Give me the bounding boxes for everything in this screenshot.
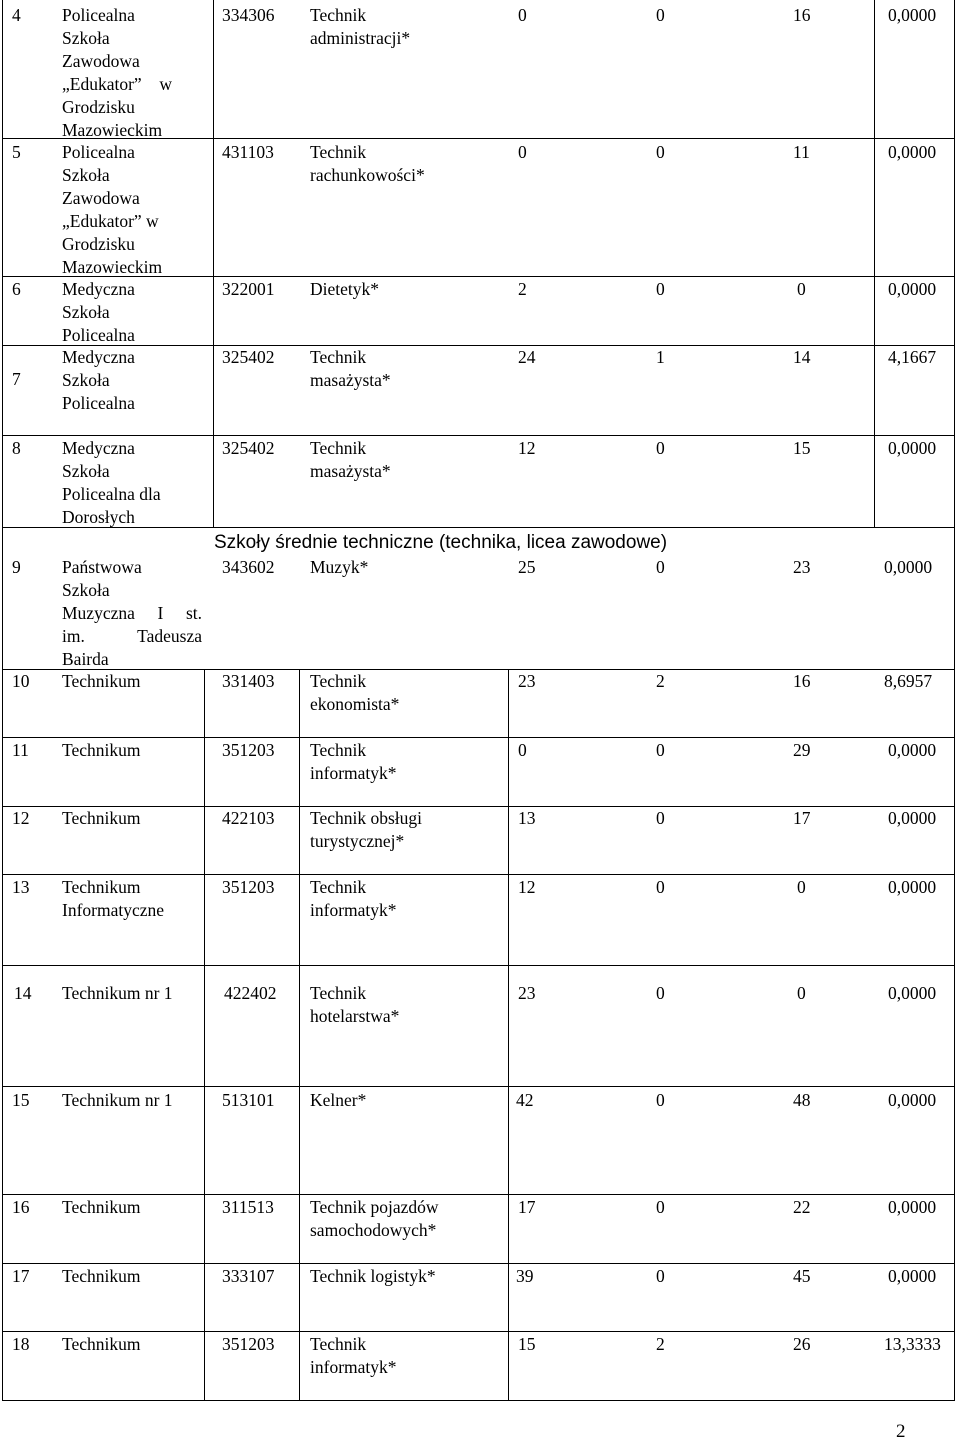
value-1: 42 (516, 1090, 534, 1110)
value-2: 2 (656, 671, 665, 691)
row-divider (2, 1263, 955, 1264)
table-border (2, 0, 3, 1401)
value-2: 2 (656, 1334, 665, 1354)
profession-name: Technik pojazdów samochodowych* (310, 1197, 439, 1240)
value-3: 16 (793, 671, 811, 691)
row-number: 7 (12, 369, 21, 389)
ratio-value: 0,0000 (888, 5, 937, 25)
ratio-value: 0,0000 (888, 279, 937, 299)
column-divider (508, 669, 509, 1401)
row-divider (2, 737, 955, 738)
row-divider (2, 1194, 955, 1195)
row-number: 4 (12, 5, 21, 25)
profession-name: Technik informatyk* (310, 740, 397, 783)
value-2: 0 (656, 142, 665, 162)
profession-name: Technik ekonomista* (310, 671, 400, 714)
school-name: Policealna Szkoła Zawodowa „Edukator” w Grodzisku Mazowieckim (62, 142, 163, 277)
profession-code: 351203 (222, 877, 275, 897)
column-divider (204, 669, 205, 1401)
school-name: Medyczna Szkoła Policealna (62, 347, 135, 413)
value-2: 1 (656, 347, 665, 367)
column-divider (213, 0, 214, 527)
value-2: 0 (656, 557, 665, 577)
profession-code: 322001 (222, 279, 275, 299)
value-2: 0 (656, 5, 665, 25)
value-2: 0 (656, 1197, 665, 1217)
value-2: 0 (656, 740, 665, 760)
profession-name: Technik informatyk* (310, 877, 397, 920)
ratio-value: 13,3333 (884, 1334, 941, 1354)
profession-name: Technik logistyk* (310, 1266, 436, 1286)
value-3: 29 (793, 740, 811, 760)
value-3: 22 (793, 1197, 811, 1217)
value-1: 0 (518, 5, 527, 25)
profession-name: Technik administracji* (310, 5, 411, 48)
ratio-value: 8,6957 (884, 671, 933, 691)
row-number: 15 (12, 1090, 30, 1110)
row-divider (2, 874, 955, 875)
row-divider (2, 345, 955, 346)
value-2: 0 (656, 438, 665, 458)
row-divider (2, 1400, 955, 1401)
value-1: 0 (518, 740, 527, 760)
row-number: 18 (12, 1334, 30, 1354)
section-heading: Szkoły średnie techniczne (technika, licea zawodowe) (214, 532, 668, 553)
value-3: 48 (793, 1090, 811, 1110)
value-1: 12 (518, 877, 536, 897)
value-1: 13 (518, 808, 536, 828)
value-3: 14 (793, 347, 811, 367)
profession-code: 422103 (222, 808, 275, 828)
value-2: 0 (656, 877, 665, 897)
value-2: 0 (656, 808, 665, 828)
row-number: 13 (12, 877, 30, 897)
profession-name: Technik masażysta* (310, 347, 391, 390)
value-1: 15 (518, 1334, 536, 1354)
ratio-value: 4,1667 (888, 347, 937, 367)
school-name: Technikum (62, 1266, 141, 1286)
value-3: 23 (793, 557, 811, 577)
profession-name: Technik masażysta* (310, 438, 391, 481)
value-1: 17 (518, 1197, 536, 1217)
profession-code: 343602 (222, 557, 275, 577)
value-3: 0 (797, 983, 806, 1003)
ratio-value: 0,0000 (888, 983, 937, 1003)
row-divider (2, 1331, 955, 1332)
profession-name: Muzyk* (310, 557, 369, 577)
school-name: Technikum (62, 1197, 141, 1217)
profession-code: 334306 (222, 5, 275, 25)
value-2: 0 (656, 279, 665, 299)
value-1: 25 (518, 557, 536, 577)
page-number: 2 (896, 1421, 906, 1442)
row-divider (2, 806, 955, 807)
row-number: 17 (12, 1266, 30, 1286)
profession-name: Dietetyk* (310, 279, 380, 299)
school-name: Technikum Informatyczne (62, 877, 165, 920)
value-3: 0 (797, 279, 806, 299)
row-number: 14 (14, 983, 32, 1003)
value-2: 0 (656, 1090, 665, 1110)
ratio-value: 0,0000 (888, 142, 937, 162)
value-1: 12 (518, 438, 536, 458)
ratio-value: 0,0000 (884, 557, 933, 577)
profession-code: 325402 (222, 347, 275, 367)
profession-name: Kelner* (310, 1090, 367, 1110)
ratio-value: 0,0000 (888, 438, 937, 458)
ratio-value: 0,0000 (888, 877, 937, 897)
school-name: Medyczna Szkoła Policealna (62, 279, 135, 345)
row-number: 9 (12, 557, 21, 577)
profession-code: 333107 (222, 1266, 275, 1286)
school-name: Medyczna Szkoła Policealna dla Dorosłych (62, 438, 161, 527)
value-1: 39 (516, 1266, 534, 1286)
value-1: 2 (518, 279, 527, 299)
school-name: Technikum (62, 671, 141, 691)
ratio-value: 0,0000 (888, 1266, 937, 1286)
profession-name: Technik obsługi turystycznej* (310, 808, 423, 851)
value-3: 17 (793, 808, 811, 828)
profession-code: 351203 (222, 1334, 275, 1354)
ratio-value: 0,0000 (888, 740, 937, 760)
row-number: 10 (12, 671, 30, 691)
table-border (954, 0, 955, 1401)
ratio-value: 0,0000 (888, 808, 937, 828)
school-name: Technikum (62, 740, 141, 760)
row-divider (2, 1086, 955, 1087)
ratio-value: 0,0000 (888, 1090, 937, 1110)
value-3: 15 (793, 438, 811, 458)
school-name: Technikum nr 1 (62, 1090, 173, 1110)
value-3: 26 (793, 1334, 811, 1354)
row-number: 12 (12, 808, 30, 828)
value-1: 24 (518, 347, 536, 367)
profession-code: 422402 (224, 983, 277, 1003)
row-number: 16 (12, 1197, 30, 1217)
column-divider (299, 669, 300, 1401)
profession-code: 513101 (222, 1090, 275, 1110)
row-number: 6 (12, 279, 21, 299)
school-name: Technikum nr 1 (62, 983, 173, 1003)
row-number: 5 (12, 142, 21, 162)
row-divider (2, 965, 955, 966)
row-number: 8 (12, 438, 21, 458)
value-1: 23 (518, 983, 536, 1003)
profession-name: Technik hotelarstwa* (310, 983, 400, 1026)
profession-code: 311513 (222, 1197, 274, 1217)
profession-name: Technik rachunkowości* (310, 142, 425, 185)
row-number: 11 (12, 740, 29, 760)
school-name: Technikum (62, 1334, 141, 1354)
school-name: Technikum (62, 808, 141, 828)
value-3: 16 (793, 5, 811, 25)
value-3: 0 (797, 877, 806, 897)
value-1: 0 (518, 142, 527, 162)
profession-code: 325402 (222, 438, 275, 458)
value-3: 45 (793, 1266, 811, 1286)
value-1: 23 (518, 671, 536, 691)
value-2: 0 (656, 1266, 665, 1286)
school-name: Policealna Szkoła Zawodowa „Edukator” w Grodzisku Mazowieckim (62, 5, 172, 140)
profession-code: 431103 (222, 142, 274, 162)
value-3: 11 (793, 142, 810, 162)
profession-code: 331403 (222, 671, 275, 691)
school-name: Państwowa Szkoła Muzyczna I st. im. Tadeusza Bairda (62, 557, 202, 669)
ratio-value: 0,0000 (888, 1197, 937, 1217)
column-divider (874, 0, 875, 527)
profession-name: Technik informatyk* (310, 1334, 397, 1377)
value-2: 0 (656, 983, 665, 1003)
profession-code: 351203 (222, 740, 275, 760)
row-divider (2, 435, 955, 436)
